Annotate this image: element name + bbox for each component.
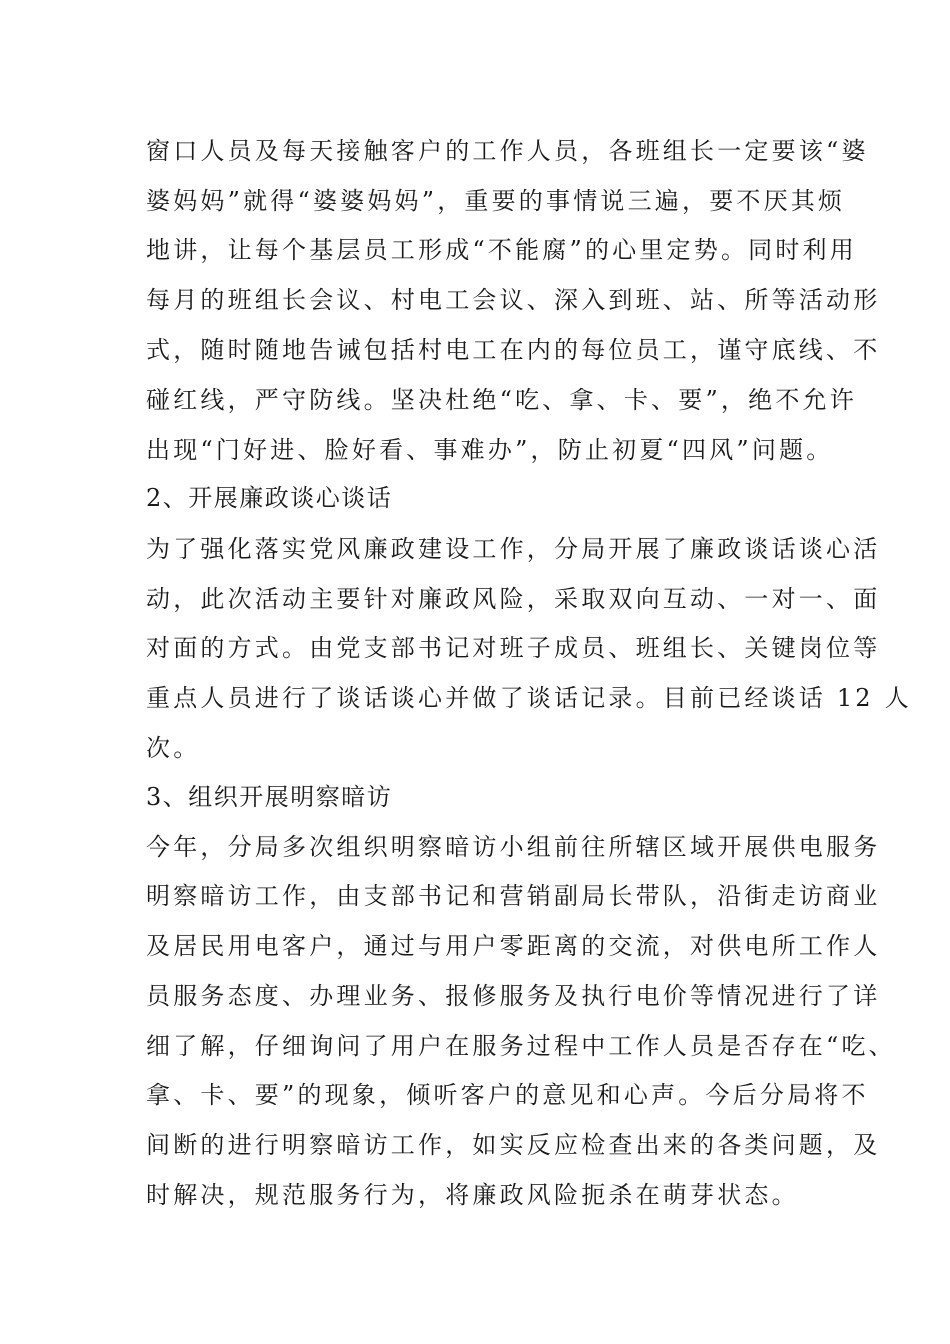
section-heading: 3、组织开展明察暗访	[146, 783, 393, 811]
paragraph-line: 明察暗访工作，由支部书记和营销副局长带队，沿街走访商业	[146, 882, 881, 910]
paragraph-line: 动，此次活动主要针对廉政风险，采取双向互动、一对一、面	[146, 585, 881, 613]
paragraph-line: 次。	[146, 734, 201, 762]
paragraph-line: 及居民用电客户，通过与用户零距离的交流，对供电所工作人	[146, 932, 881, 960]
paragraph-line: 拿、卡、要”的现象，倾听客户的意见和心声。今后分局将不	[146, 1081, 869, 1109]
paragraph-line: 时解决，规范服务行为，将廉政风险扼杀在萌芽状态。	[146, 1181, 799, 1209]
paragraph-line: 对面的方式。由党支部书记对班子成员、班组长、关键岗位等	[146, 634, 881, 662]
paragraph-line: 窗口人员及每天接触客户的工作人员，各班组长一定要该“婆	[146, 137, 869, 165]
paragraph-line: 式，随时随地告诫包括村电工在内的每位员工，谨守底线、不	[146, 336, 881, 364]
paragraph-line: 婆妈妈”就得“婆婆妈妈”，重要的事情说三遍，要不厌其烦	[146, 187, 846, 215]
paragraph-line: 间断的进行明察暗访工作，如实反应检查出来的各类问题，及	[146, 1131, 881, 1159]
paragraph-line: 重点人员进行了谈话谈心并做了谈话记录。目前已经谈话 12 人	[146, 684, 912, 712]
paragraph-line: 每月的班组长会议、村电工会议、深入到班、站、所等活动形	[146, 286, 881, 314]
paragraph-line: 今年，分局多次组织明察暗访小组前往所辖区域开展供电服务	[146, 833, 881, 861]
paragraph-line: 碰红线，严守防线。坚决杜绝“吃、拿、卡、要”，绝不允许	[146, 386, 857, 414]
paragraph-line: 地讲，让每个基层员工形成“不能腐”的心里定势。同时利用	[146, 236, 857, 264]
paragraph-line: 细了解，仔细询问了用户在服务过程中工作人员是否存在“吃、	[146, 1032, 896, 1060]
paragraph-line: 为了强化落实党风廉政建设工作，分局开展了廉政谈话谈心活	[146, 535, 881, 563]
paragraph-line: 员服务态度、办理业务、报修服务及执行电价等情况进行了详	[146, 982, 881, 1010]
section-heading: 2、开展廉政谈心谈话	[146, 484, 393, 512]
paragraph-line: 出现“门好进、脸好看、事难办”，防止初夏“四风”问题。	[146, 436, 834, 464]
